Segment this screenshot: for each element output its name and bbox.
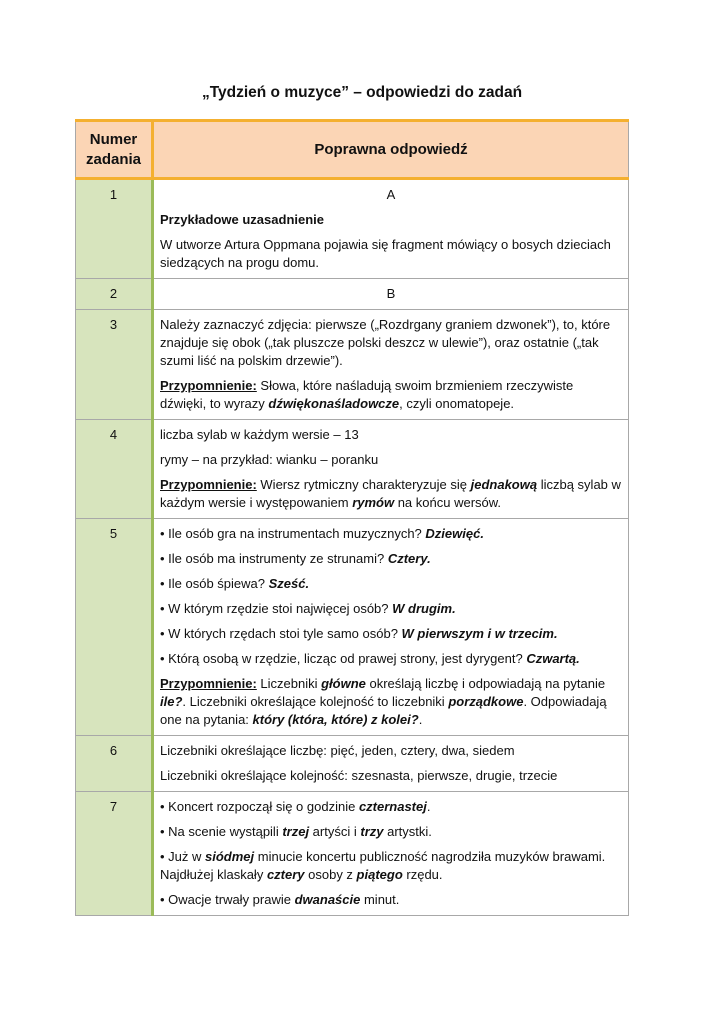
answer-paragraph [160,476,622,512]
answer-text: . Odpowiadają one na pytania: [160,694,607,727]
answer-text: W pierwszym i w trzecim. [401,626,558,641]
answer-paragraph [160,650,622,668]
answer-text: Słowa, które naśladują swoim brzmieniem rzeczywiste dźwięki, to wyrazy [160,378,574,411]
answer-text: . Liczebniki określające kolejność to liczebniki [182,694,449,709]
answer-paragraph [160,316,622,370]
reminder-label: Przypomnienie: [160,676,257,691]
answer-text: Sześć. [268,576,310,591]
answer-text: Wiersz rytmiczny charakteryzuje się [256,477,471,492]
answer-paragraph [160,600,622,618]
answer-text: na końcu wersów. [394,495,502,510]
answer-paragraph [160,625,622,643]
answer-text: czternastej [358,799,427,814]
table-row [76,420,629,519]
answer-text: • Na scenie wystąpili [160,824,283,839]
answer-paragraph [160,742,622,760]
answer-text: porządkowe [448,694,524,709]
answer-paragraph [160,285,622,303]
answer-text: • Już w [160,849,206,864]
answer-text: dźwiękonaśladowcze [268,396,400,411]
answer-text: Cztery. [387,551,431,566]
answer-text: A [386,187,396,202]
answer-cell [153,736,629,792]
answer-text: artystki. [383,824,432,839]
answer-text: Liczebniki [256,676,322,691]
answer-paragraph [160,823,622,841]
answer-paragraph [160,451,622,469]
answer-text: • W których rzędach stoi tyle samo osób? [160,626,402,641]
answer-text: liczba sylab w każdym wersie – 13 [160,427,359,442]
table-row [76,310,629,420]
answer-text: jednakową [470,477,538,492]
answer-paragraph [160,575,622,593]
answer-text: określają liczbę i odpowiadają na pytanie [365,676,606,691]
task-number: 7 [76,792,153,916]
answer-text: rymy – na przykład: wianku – poranku [160,452,379,467]
answer-text: Liczebniki określające kolejność: szesnasta, pierwsze, drugie, trzecie [160,768,558,783]
answer-text: piątego [356,867,403,882]
reminder-label: Przypomnienie: [160,477,257,492]
answer-paragraph [160,186,622,204]
answer-cell [153,420,629,519]
answer-text: minucie koncertu publiczność nagrodziła muzyków brawami. Najdłużej klaskały [160,849,606,882]
answer-text: minut. [360,892,400,907]
answer-text: osoby z [304,867,357,882]
answer-text: główne [321,676,366,691]
answer-paragraph [160,550,622,568]
answer-text: siódmej [205,849,255,864]
answer-cell [153,792,629,916]
answer-text: ile? [160,694,183,709]
answer-paragraph [160,525,622,543]
answer-text: . [418,712,423,727]
answer-text: Liczebniki określające liczbę: pięć, jeden, cztery, dwa, siedem [160,743,515,758]
task-number: 2 [76,279,153,310]
answer-text: • Którą osobą w rzędzie, licząc od prawej strony, jest dyrygent? [160,651,527,666]
answer-text: Czwartą. [526,651,580,666]
answer-paragraph [160,798,622,816]
table-row [76,279,629,310]
task-number: 4 [76,420,153,519]
answer-text: trzej [282,824,310,839]
answer-text: B [386,286,396,301]
answer-cell [153,179,629,279]
reminder-label: Przypomnienie: [160,378,257,393]
answer-text: • Ile osób śpiewa? [160,576,269,591]
answer-text: • Ile osób ma instrumenty ze strunami? [160,551,388,566]
answer-text: • Owacje trwały prawie [160,892,295,907]
answer-cell [153,279,629,310]
table-row [76,519,629,736]
answer-cell [153,310,629,420]
answer-paragraph [160,426,622,444]
task-number: 1 [76,179,153,279]
page-title: „Tydzień o muzyce” – odpowiedzi do zadań [201,84,523,101]
answer-text: trzy [360,824,384,839]
task-number: 5 [76,519,153,736]
answer-text: , czyli onomatopeje. [399,396,515,411]
header-number: Numer zadania [76,121,153,179]
answer-text: rymów [352,495,395,510]
answer-paragraph [160,767,622,785]
table-body [76,179,629,916]
task-number: 6 [76,736,153,792]
answer-text: dwanaście [294,892,361,907]
table-row [76,792,629,916]
answer-text: artyści i [309,824,361,839]
answer-text: • Ile osób gra na instrumentach muzycznych? [160,526,426,541]
table-row [76,179,629,279]
task-number: 3 [76,310,153,420]
answer-paragraph [160,211,622,229]
answer-text: W drugim. [392,601,456,616]
answer-text: • W którym rzędzie stoi najwięcej osób? [160,601,393,616]
answer-text: . [426,799,431,814]
answers-table [75,119,629,916]
answer-paragraph [160,377,622,413]
answer-paragraph [160,848,622,884]
answer-text: Dziewięć. [425,526,484,541]
table-header-row [76,121,629,179]
answer-text: rzędu. [402,867,443,882]
answer-cell [153,519,629,736]
answer-text: liczbą sylab w każdym wersie i występowaniem [160,477,621,510]
answer-text: który (która, które) z kolei? [252,712,419,727]
answer-text: • Koncert rozpoczął się o godzinie [160,799,359,814]
answer-text: Przykładowe uzasadnienie [160,212,325,227]
answer-paragraph [160,675,622,729]
answer-text: W utworze Artura Oppmana pojawia się fragment mówiący o bosych dzieciach siedzących na progu domu. [160,237,611,270]
answer-text: Należy zaznaczyć zdjęcia: pierwsze („Rozdrgany graniem dzwonek”), to, które znajduje się obok („tak pluszcze polski deszcz w ulewie”), oraz ostatnie („tak szumi liść na polskim drzewie”). [160,317,611,368]
table-row [76,736,629,792]
answer-text: cztery [266,867,305,882]
answer-paragraph [160,891,622,909]
answer-paragraph [160,236,622,272]
header-answer: Poprawna odpowiedź [153,121,629,179]
